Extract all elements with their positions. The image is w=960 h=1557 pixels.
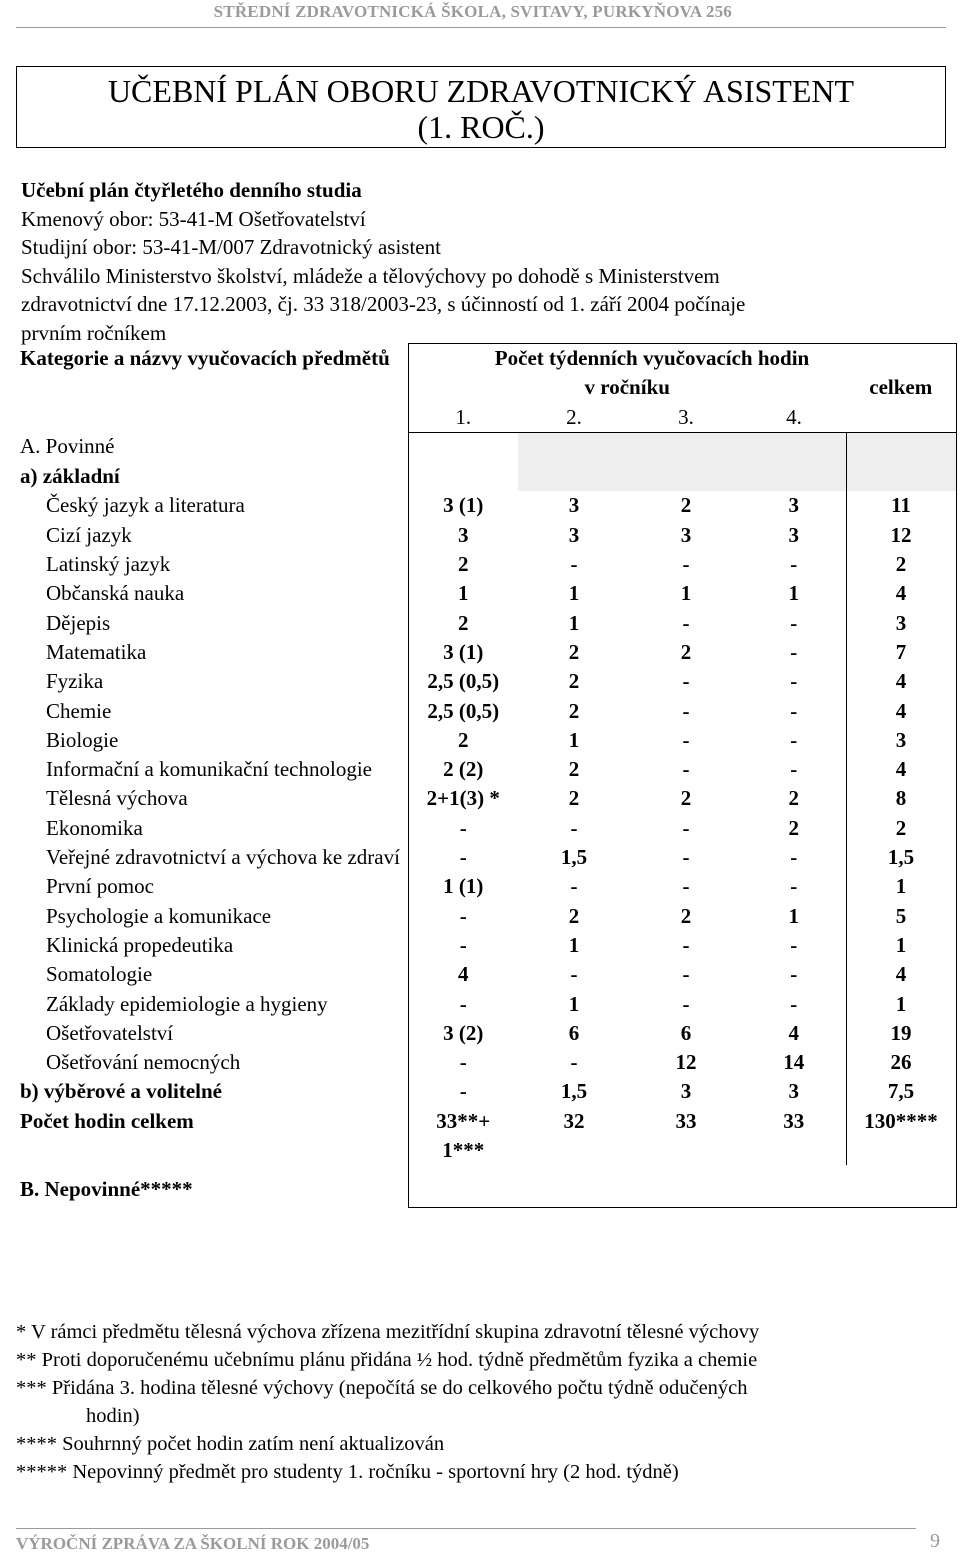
year-2-value: - [570,815,578,840]
curriculum-table [16,343,957,1208]
totals-y1 [408,1107,518,1165]
total-value: 1 [846,931,956,960]
elective-y3: 3 [680,1079,692,1104]
section-a [16,432,408,462]
total-value: 4 [846,667,956,696]
year-2-value: 3 [568,522,580,547]
subject-name: Latinský jazyk [46,552,171,577]
title-line-2: (1. ROČ.) [417,109,545,145]
year-3-value: 2 [680,493,692,518]
year-4-value: - [790,874,798,899]
header-total: celkem [846,373,956,432]
year-1-value: 3 [408,521,518,550]
title-line-1: UČEBNÍ PLÁN OBORU ZDRAVOTNICKÝ ASISTENT [107,73,855,109]
year-3-value: - [682,932,690,957]
year-3-value: - [682,727,690,752]
total-value: 26 [846,1048,956,1077]
year-4-value: 1 [788,903,799,928]
total-value: 11 [846,491,956,520]
year-2-value: 2 [568,903,580,928]
subject-name: Biologie [46,727,119,752]
year-4-value: 1 [788,581,799,606]
shaded-cell [846,462,956,491]
table-row [16,1048,956,1077]
year-1-value: 2,5 (0,5) [408,697,518,726]
year-3-header: 3. [678,404,694,429]
year-1-value: 2 (2) [408,755,518,784]
elective-row-name: b) výběrové a volitelné [20,1079,223,1104]
year-4-value: - [790,845,798,870]
header-rule [16,27,946,28]
section-a-basic: a) základní [20,464,120,489]
subject-name: Klinická propedeutika [46,932,234,957]
footer-report: VÝROČNÍ ZPRÁVA ZA ŠKOLNÍ ROK 2004/05 [16,1534,370,1553]
year-1-value: 3 (2) [408,1019,518,1048]
totals-y3: 33 [675,1108,697,1133]
year-3-value: 12 [675,1050,697,1075]
year-4-value: - [790,552,798,577]
header-weekly: Počet týdenních vyučovacích hodin [408,344,956,374]
year-1-value: - [408,1048,518,1077]
subject-name: Cizí jazyk [46,522,132,547]
footnote-3-cont: hodin) [86,1405,140,1427]
year-1-value: - [408,902,518,931]
footnote-5: ***** Nepovinný předmět pro studenty 1. ročníku - sportovní hry (2 hod. týdně) [16,1461,679,1483]
year-3-value: - [682,874,690,899]
year-4-value: - [790,639,798,664]
subject-name: Dějepis [46,610,111,635]
total-value: 1 [846,990,956,1019]
year-2-value: 2 [568,698,580,723]
total-value: 4 [846,697,956,726]
table-row [16,491,956,520]
table-row [16,843,956,872]
subject-name: Občanská nauka [46,581,185,606]
total-value: 8 [846,784,956,813]
footnote-4: **** Souhrnný počet hodin zatím není aktualizován [16,1433,445,1455]
subject-name: Český jazyk a literatura [46,493,245,518]
subject-name: Ošetřovatelství [46,1020,174,1045]
shaded-cell [846,432,956,462]
table-row [16,931,956,960]
year-1-value: 2 [408,609,518,638]
year-2-value: 6 [568,1020,580,1045]
total-value: 1 [846,872,956,901]
totals-y1-line1: 33**+ [436,1108,491,1133]
year-4-value: 2 [788,786,799,811]
year-3-value: - [682,552,690,577]
year-3-value: 3 [680,522,692,547]
year-3-value: - [682,815,690,840]
table-row [16,521,956,550]
subject-name: Základy epidemiologie a hygieny [46,991,328,1016]
elective-y1: - [408,1077,518,1106]
footer-rule [16,1528,916,1529]
intro-heading: Učební plán čtyřletého denního studia [21,178,362,202]
year-3-value: - [682,845,690,870]
year-3-value: - [682,962,690,987]
year-4-value: - [790,610,798,635]
total-value: 19 [846,1019,956,1048]
table-row [16,638,956,667]
year-4-value: - [790,727,798,752]
year-2-value: - [570,552,578,577]
year-1-value: - [408,814,518,843]
year-4-value: 3 [788,522,799,547]
year-4-value: - [790,991,798,1016]
year-2-value: 2 [568,786,580,811]
page-number: 9 [930,1530,940,1552]
totals-y4: 33 [783,1108,805,1133]
intro-line: zdravotnictví dne 17.12.2003, čj. 33 318/2003-23, s účinností od 1. září 2004 počínaje [21,292,746,316]
year-3-value: - [682,757,690,782]
total-value: 5 [846,902,956,931]
table-row [16,990,956,1019]
section-b-empty [408,1165,956,1208]
spacer-cell [408,432,518,462]
totals-y1-line2: 1*** [442,1137,485,1162]
shaded-cell [518,432,846,462]
totals-row-name: Počet hodin celkem [20,1108,194,1133]
subject-rows [16,491,956,1077]
year-1-value: 2,5 (0,5) [408,667,518,696]
total-value: 4 [846,579,956,608]
school-header: STŘEDNÍ ZDRAVOTNICKÁ ŠKOLA, SVITAVY, PURKYŇOVA 256 [213,2,732,21]
intro-line: Studijní obor: 53-41-M/007 Zdravotnický asistent [21,235,441,259]
year-1-value: 2+1(3) * [408,784,518,813]
year-1-value: - [408,931,518,960]
table-row [16,726,956,755]
totals-total: 130**** [846,1107,956,1165]
total-value: 1,5 [846,843,956,872]
total-value: 7 [846,638,956,667]
total-value: 3 [846,609,956,638]
year-2-value: 1 [568,727,580,752]
subject-name: Matematika [46,639,147,664]
intro-line: Kmenový obor: 53-41-M Ošetřovatelství [21,206,366,231]
elective-total: 7,5 [846,1077,956,1106]
year-3-value: - [682,698,690,723]
year-2-value: 2 [568,669,580,694]
page-header [0,2,960,22]
year-4-header: 4. [786,404,802,429]
year-2-value: - [570,962,578,987]
table-row [16,814,956,843]
year-3-value: 2 [680,786,692,811]
year-3-value: - [682,669,690,694]
title-box [16,66,946,148]
section-a-label: A. Povinné [20,434,115,459]
footnote-2: ** Proti doporučenému učebnímu plánu přidána ½ hod. týdně předmětům fyzika a chemie [16,1349,758,1371]
table-row [16,609,956,638]
table-row [16,784,956,813]
footnote-1: * V rámci předmětu tělesná výchova zřízena mezitřídní skupina zdravotní tělesné výchovy [16,1321,760,1343]
year-3-value: - [682,610,690,635]
header-category: Kategorie a názvy vyučovacích předmětů [20,345,390,370]
intro-block [21,176,941,347]
totals-y2: 32 [563,1108,585,1133]
year-2-value: 3 [568,493,580,518]
year-3-value: - [682,991,690,1016]
year-4-value: 14 [783,1050,805,1075]
header-in-year: v ročníku [408,373,846,402]
year-4-value: 4 [788,1020,799,1045]
year-3-value: 2 [680,903,692,928]
year-3-value: 1 [680,581,692,606]
year-2-value: - [570,874,578,899]
footnotes [16,1318,951,1486]
year-1-value: 3 (1) [408,638,518,667]
total-value: 2 [846,814,956,843]
year-2-value: 1 [568,991,580,1016]
year-3-value: 2 [680,639,692,664]
subject-name: Ošetřování nemocných [46,1050,241,1075]
year-1-value: 3 (1) [408,491,518,520]
table-row [16,550,956,579]
total-value: 2 [846,550,956,579]
section-b: B. Nepovinné***** [20,1177,193,1202]
table-row [16,1019,956,1048]
year-1-value: - [408,843,518,872]
footnote-3: *** Přidána 3. hodina tělesné výchovy (nepočítá se do celkového počtu týdně odučených [16,1377,748,1399]
year-1-value: 2 [408,550,518,579]
year-4-value: - [790,757,798,782]
subject-name: Fyzika [46,669,104,694]
year-1-value: 1 (1) [408,872,518,901]
total-value: 3 [846,726,956,755]
table-row [16,667,956,696]
subject-name: První pomoc [46,874,154,899]
year-2-value: 1,5 [560,845,588,870]
intro-line: Schválilo Ministerstvo školství, mládeže a tělovýchovy po dohodě s Ministerstvem [21,263,720,288]
table-row [16,902,956,931]
total-value: 4 [846,755,956,784]
year-2-value: 2 [568,757,580,782]
year-1-value: - [408,990,518,1019]
elective-y2: 1,5 [560,1079,588,1104]
year-2-value: 1 [568,581,580,606]
year-2-value: 2 [568,639,580,664]
table-row [16,579,956,608]
elective-y4: 3 [788,1079,799,1104]
table-row [16,960,956,989]
year-3-value: 6 [680,1020,692,1045]
subject-name: Chemie [46,698,112,723]
year-1-value: 1 [408,579,518,608]
year-4-value: - [790,962,798,987]
year-2-value: 1 [568,610,580,635]
spacer-cell [408,462,518,491]
subject-name: Veřejné zdravotnictví a výchova ke zdraví [46,845,400,870]
total-value: 12 [846,521,956,550]
year-4-value: 3 [788,493,799,518]
year-2-header: 2. [566,404,582,429]
year-1-value: 4 [408,960,518,989]
total-value: 4 [846,960,956,989]
intro-line: prvním ročníkem [21,320,167,345]
table-row [16,872,956,901]
subject-name: Somatologie [46,962,153,987]
subject-name: Tělesná výchova [46,786,188,811]
year-4-value: - [790,698,798,723]
subject-name: Informační a komunikační technologie [46,757,372,782]
year-2-value: - [570,1050,578,1075]
year-2-value: 1 [568,932,580,957]
subject-name: Ekonomika [46,815,143,840]
year-4-value: 2 [788,815,799,840]
year-1-value: 2 [408,726,518,755]
year-4-value: - [790,669,798,694]
year-1-header: 1. [408,403,518,433]
subject-name: Psychologie a komunikace [46,903,272,928]
shaded-cell [518,462,846,491]
table-row [16,755,956,784]
year-4-value: - [790,932,798,957]
table-row [16,697,956,726]
